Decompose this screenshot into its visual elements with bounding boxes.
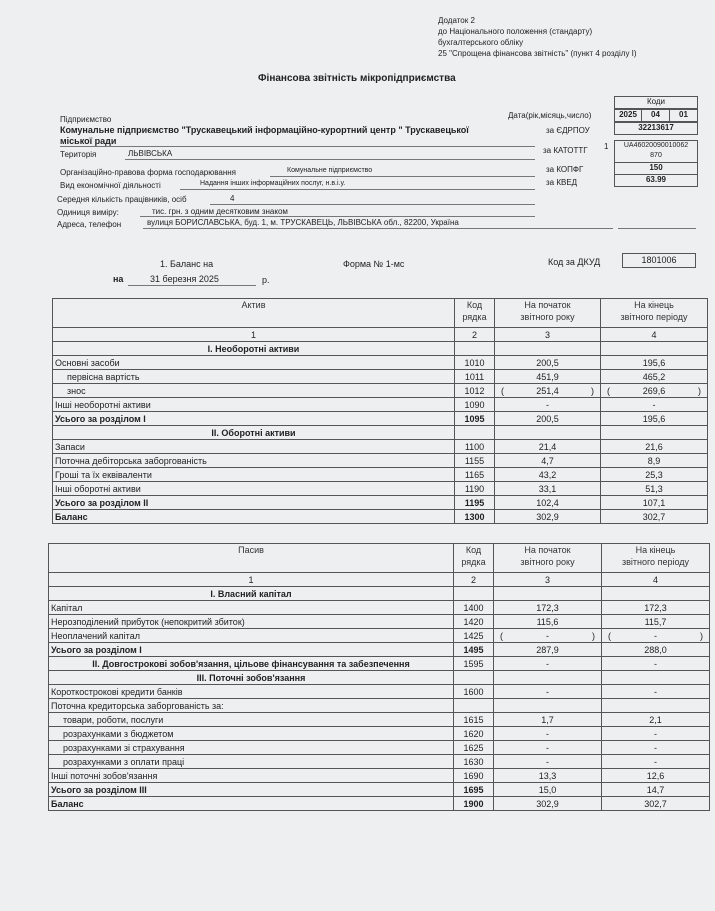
row-start: 15,0 (494, 783, 602, 797)
row-code (454, 699, 494, 713)
row-end: 8,9 (601, 454, 708, 468)
date-label: Дата(рік,місяць,число) (508, 111, 592, 120)
row-label: Поточна кредиторська заборгованість за: (49, 699, 454, 713)
table-row-total (53, 412, 708, 426)
row-end: - (602, 657, 710, 671)
liabilities-table (48, 543, 710, 811)
edrpou-code: 32213617 (614, 122, 698, 135)
row-label: Запаси (53, 440, 455, 454)
balance-heading: 1. Баланс на (160, 259, 214, 269)
row-start: 302,9 (495, 510, 601, 524)
section-title: I. Власний капітал (49, 587, 454, 601)
row-label: знос (53, 384, 455, 398)
katottg-label: за КАТОТТГ (543, 146, 588, 155)
page-title: Фінансова звітність мікропідприємства (258, 73, 456, 84)
table-row (49, 685, 710, 699)
table-row-total (49, 643, 710, 657)
row-start: - (494, 755, 602, 769)
row-start: 1,7 (494, 713, 602, 727)
row-start: 33,1 (495, 482, 601, 496)
row-code: 1600 (454, 685, 494, 699)
table-row (53, 370, 708, 384)
row-end: - (602, 741, 710, 755)
row-end: 14,7 (602, 783, 710, 797)
table-row-total (53, 496, 708, 510)
table-row (49, 741, 710, 755)
row-end: 107,1 (601, 496, 708, 510)
balance-date: 31 березня 2025 (150, 274, 219, 284)
assets-number-row (53, 328, 708, 342)
dkud-code: 1801006 (622, 253, 696, 268)
appendix-line-1: Додаток 2 (438, 16, 475, 25)
row-end: - (602, 685, 710, 699)
dkud-label: Код за ДКУД (548, 257, 601, 267)
row-label: Усього за розділом III (49, 783, 454, 797)
row-start: 200,5 (495, 412, 601, 426)
row-code: 1695 (454, 783, 494, 797)
activity-label: Вид економічної діяльності (60, 181, 161, 190)
row-end: 51,3 (601, 482, 708, 496)
row-code: 1011 (455, 370, 495, 384)
row-start: 200,5 (495, 356, 601, 370)
date-day: 01 (669, 109, 698, 122)
codes-header: Коди (614, 96, 698, 109)
row-label: Неоплачений капітал (49, 629, 454, 643)
row-label: Баланс (49, 797, 454, 811)
row-code: 1690 (454, 769, 494, 783)
enterprise-name-1: Комунальне підприємство "Трускавецький інформаційно-курортний центр " Трускавецької (60, 125, 469, 135)
table-row (49, 615, 710, 629)
row-code: 1195 (455, 496, 495, 510)
code-col-header: Код рядка (454, 544, 494, 573)
liabilities-header-row (49, 544, 710, 573)
table-row (53, 398, 708, 412)
table-row (49, 699, 710, 713)
table-row (53, 468, 708, 482)
section-row (49, 671, 710, 685)
row-start: 13,3 (494, 769, 602, 783)
section-row (49, 587, 710, 601)
table-row (49, 601, 710, 615)
row-start: - (495, 398, 601, 412)
row-code: 1012 (455, 384, 495, 398)
row-label: Гроші та їх еквіваленти (53, 468, 455, 482)
assets-header-row (53, 299, 708, 328)
row-label: первісна вартість (53, 370, 455, 384)
katottg-code-line-1: UA46020090010062 (623, 142, 689, 149)
row-label: Інші оборотні активи (53, 482, 455, 496)
table-row (49, 769, 710, 783)
row-start: - (494, 657, 602, 671)
row-end: - (602, 727, 710, 741)
row-code: 1495 (454, 643, 494, 657)
row-code: 1400 (454, 601, 494, 615)
row-start: - (494, 685, 602, 699)
row-start: 451,9 (495, 370, 601, 384)
table-row (53, 482, 708, 496)
row-code: 1190 (455, 482, 495, 496)
section-title: I. Необоротні активи (53, 342, 455, 356)
row-end: 2,1 (602, 713, 710, 727)
row-label: Капітал (49, 601, 454, 615)
table-row (53, 440, 708, 454)
unit-value: тис. грн. з одним десятковим знаком (152, 207, 288, 216)
row-code: 1155 (455, 454, 495, 468)
row-code: 1425 (454, 629, 494, 643)
row-start: - (494, 741, 602, 755)
row-code: 1620 (454, 727, 494, 741)
edrpou-label: за ЄДРПОУ (546, 126, 590, 135)
row-code: 1100 (455, 440, 495, 454)
row-end: 25,3 (601, 468, 708, 482)
row-end: 288,0 (602, 643, 710, 657)
row-end: - (602, 755, 710, 769)
col-number: 3 (495, 328, 601, 342)
kopfg-label: за КОПФГ (546, 165, 584, 174)
address-label: Адреса, телефон (57, 220, 122, 229)
row-label: розрахунками зі страхування (49, 741, 454, 755)
col-number: 2 (454, 573, 494, 587)
row-start: 287,9 (494, 643, 602, 657)
table-row (49, 727, 710, 741)
balance-year-suffix: р. (262, 275, 270, 285)
row-code: 1300 (455, 510, 495, 524)
row-code: 1095 (455, 412, 495, 426)
appendix-note (438, 15, 637, 59)
row-code: 1165 (455, 468, 495, 482)
row-label: розрахунками з бюджетом (49, 727, 454, 741)
assets-col-header: Актив (53, 299, 455, 328)
kved-label: за КВЕД (546, 178, 578, 187)
row-label: Усього за розділом I (49, 643, 454, 657)
table-row-balance (53, 510, 708, 524)
col-number: 1 (53, 328, 455, 342)
row-label: Баланс (53, 510, 455, 524)
balance-on: на (113, 274, 124, 284)
enterprise-label: Підприємство (60, 115, 112, 124)
row-end: 465,2 (601, 370, 708, 384)
katottg-code-line-2: 870 (650, 152, 662, 159)
row-label: Інші необоротні активи (53, 398, 455, 412)
liabilities-number-row (49, 573, 710, 587)
row-end: 195,6 (601, 356, 708, 370)
row-code: 1900 (454, 797, 494, 811)
katottg-mark: 1 (604, 142, 609, 151)
row-start: 43,2 (495, 468, 601, 482)
table-row-balance (49, 797, 710, 811)
row-end: 12,6 (602, 769, 710, 783)
row-end: - (654, 630, 657, 641)
row-end (602, 699, 710, 713)
row-code: 1625 (454, 741, 494, 755)
date-month: 04 (641, 109, 670, 122)
table-row (49, 755, 710, 769)
table-row-total (49, 783, 710, 797)
territory-label: Територія (60, 150, 97, 159)
row-end: - (601, 398, 708, 412)
territory-value: ЛЬВІВСЬКА (128, 149, 173, 158)
katottg-code (614, 140, 698, 163)
activity-value: Надання інших інформаційних послуг, н.в.і.у. (200, 180, 346, 187)
date-year: 2025 (614, 109, 642, 122)
row-end: 269,6 (642, 385, 666, 396)
row-start: 172,3 (494, 601, 602, 615)
row-code: 1420 (454, 615, 494, 629)
appendix-line-4: 25 "Спрощена фінансова звітність" (пункт 4 розділу I) (438, 49, 637, 58)
appendix-line-2: до Національного положення (стандарту) (438, 27, 593, 36)
table-row (49, 713, 710, 727)
section-row (49, 657, 710, 671)
row-code: 1615 (454, 713, 494, 727)
form-number: Форма № 1-мс (343, 259, 405, 269)
col-number: 4 (601, 328, 708, 342)
section-row (53, 426, 708, 440)
row-start (494, 699, 602, 713)
address-value: вулиця БОРИСЛАВСЬКА, буд. 1, м. ТРУСКАВЕЦЬ, ЛЬВІВСЬКА обл., 82200, Україна (147, 218, 459, 227)
end-col-header: На кінець звітного періоду (601, 299, 708, 328)
legal-form-label: Організаційно-правова форма господарювання (60, 168, 236, 177)
row-label: Інші поточні зобов'язання (49, 769, 454, 783)
row-end: 172,3 (602, 601, 710, 615)
row-code: 1595 (454, 657, 494, 671)
row-start: 251,4 (536, 385, 559, 396)
assets-table (52, 298, 708, 524)
row-label: Усього за розділом II (53, 496, 455, 510)
table-row: знос 1012 ( 251,4 ) ( 269,6 ) (53, 384, 708, 398)
row-start: 302,9 (494, 797, 602, 811)
row-end: 115,7 (602, 615, 710, 629)
table-row (53, 356, 708, 370)
row-label: товари, роботи, послуги (49, 713, 454, 727)
kved-code: 63.99 (614, 174, 698, 187)
row-label: Поточна дебіторська заборгованість (53, 454, 455, 468)
start-col-header: На початок звітного року (494, 544, 602, 573)
row-code: 1090 (455, 398, 495, 412)
row-label: Нерозподілений прибуток (непокритий збиток) (49, 615, 454, 629)
section-title: II. Довгострокові зобов'язання, цільове фінансування та забезпечення (49, 657, 454, 671)
col-number: 3 (494, 573, 602, 587)
row-start: - (494, 727, 602, 741)
col-number: 4 (602, 573, 710, 587)
row-start: - (546, 630, 549, 641)
section-row (53, 342, 708, 356)
row-end: 302,7 (601, 510, 708, 524)
row-end: 195,6 (601, 412, 708, 426)
col-number: 1 (49, 573, 454, 587)
unit-label: Одиниця виміру: (57, 208, 119, 217)
table-row (53, 454, 708, 468)
row-code: 1630 (454, 755, 494, 769)
section-title: III. Поточні зобов'язання (49, 671, 454, 685)
code-col-header: Код рядка (455, 299, 495, 328)
row-label: розрахунками з оплати праці (49, 755, 454, 769)
section-title: II. Оборотні активи (53, 426, 455, 440)
kopfg-code: 150 (614, 162, 698, 175)
employees-label: Середня кількість працівників, осіб (57, 195, 187, 204)
row-label: Усього за розділом I (53, 412, 455, 426)
start-col-header: На початок звітного року (495, 299, 601, 328)
row-start: 102,4 (495, 496, 601, 510)
row-start: 115,6 (494, 615, 602, 629)
end-col-header: На кінець звітного періоду (602, 544, 710, 573)
row-start: 21,4 (495, 440, 601, 454)
table-row: Неоплачений капітал 1425 ( - ) ( - ) (49, 629, 710, 643)
liabilities-col-header: Пасив (49, 544, 454, 573)
row-end: 21,6 (601, 440, 708, 454)
col-number: 2 (455, 328, 495, 342)
appendix-line-3: бухгалтерського обліку (438, 38, 524, 47)
employees-value: 4 (230, 194, 235, 203)
row-label: Короткострокові кредити банків (49, 685, 454, 699)
row-code: 1010 (455, 356, 495, 370)
row-end: 302,7 (602, 797, 710, 811)
row-label: Основні засоби (53, 356, 455, 370)
row-start: 4,7 (495, 454, 601, 468)
legal-form-value: Комунальне підприємство (287, 167, 373, 174)
enterprise-name-2: міської ради (60, 136, 117, 146)
